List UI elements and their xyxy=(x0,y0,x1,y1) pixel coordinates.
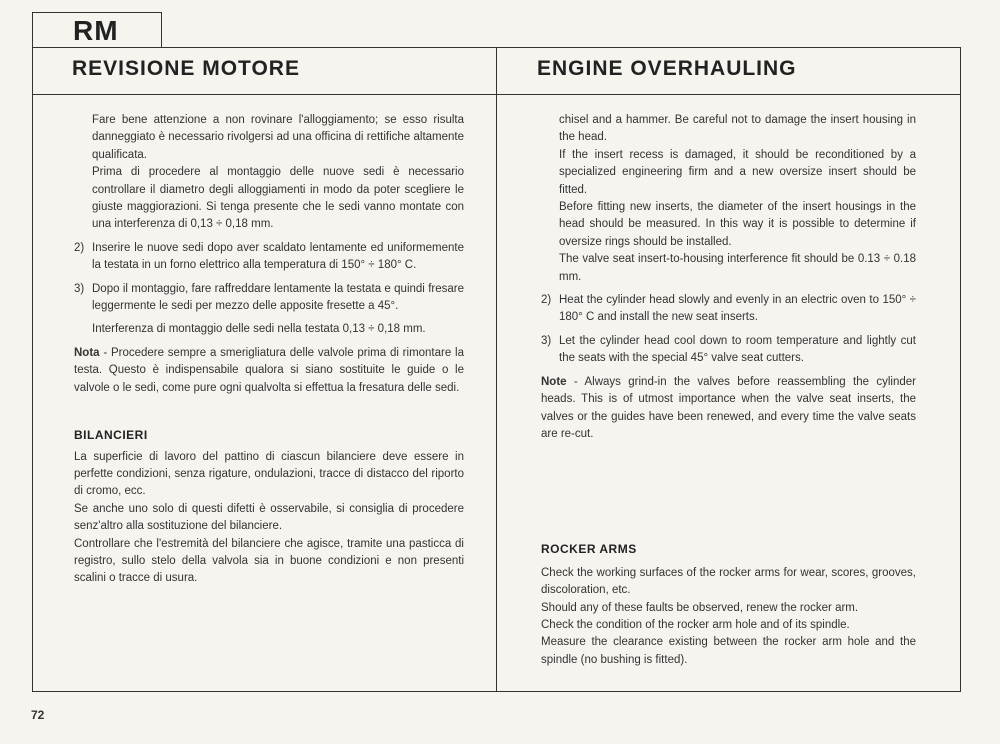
step-number: 3) xyxy=(74,282,85,295)
english-column xyxy=(541,112,916,669)
page-title-italian: REVISIONE MOTORE xyxy=(72,57,300,80)
paragraph: Before fitting new inserts, the diameter of the insert housings in the head should be measured. In this way it is possible to determine if oversize rings should be installed. xyxy=(559,201,916,248)
interference-spec: Interferenza di montaggio delle sedi nella testata 0,13 ÷ 0,18 mm. xyxy=(92,323,426,336)
paragraph: Se anche uno solo di questi difetti è osservabile, si consiglia di procedere senz'altro alla sostituzione del bilanciere. xyxy=(74,502,464,533)
step-item xyxy=(74,240,464,275)
italian-column xyxy=(74,112,464,588)
paragraph: The valve seat insert-to-housing interference fit should be 0.13 ÷ 0.18 mm. xyxy=(559,253,916,283)
paragraph: Should any of these faults be observed, renew the rocker arm. xyxy=(541,601,859,614)
paragraph: If the insert recess is damaged, it should be reconditioned by a specialized engineering firm and a new oversize insert should be fitted. xyxy=(559,148,916,196)
step-text: Let the cylinder head cool down to room temperature and lightly cut the seats with the special 45° valve seat cutters. xyxy=(559,334,916,365)
paragraph: La superficie di lavoro del pattino di ciascun bilanciere deve essere in perfette condizioni, senza rigature, ondulazioni, tracce di distacco del riporto di cromo, ecc. xyxy=(74,450,464,498)
note-paragraph xyxy=(541,374,916,444)
step-item xyxy=(541,292,916,327)
paragraph: chisel and a hammer. Be careful not to damage the insert housing in the head. xyxy=(559,114,916,144)
step-number: 2) xyxy=(74,241,85,254)
paragraph: Measure the clearance existing between the rocker arm hole and the spindle (no bushing is fitted). xyxy=(541,636,916,666)
section-heading: ROCKER ARMS xyxy=(541,542,637,557)
paragraph: Controllare che l'estremità del bilanciere che agisce, tramite una pasticca di registro, sullo stelo della valvola sia in buone condizioni e non presenti scalini o tracce di usura. xyxy=(74,537,464,585)
paragraph: Check the condition of the rocker arm hole and of its spindle. xyxy=(541,618,850,631)
step-number: 3) xyxy=(541,334,552,347)
step-item xyxy=(74,281,464,316)
step-item xyxy=(541,333,916,368)
note-text: - Always grind-in the valves before reassembling the cylinder heads. This is of utmost importance when the valve seat inserts, the valves or the guides have been renewed, and every time the valve seats are re-cut. xyxy=(541,375,916,440)
page-title-english: ENGINE OVERHAULING xyxy=(537,57,797,80)
section-tab xyxy=(32,12,162,48)
step-number: 2) xyxy=(541,294,552,307)
section-tab-label: RM xyxy=(73,15,119,46)
paragraph: Check the working surfaces of the rocker arms for wear, scores, grooves, discoloration, etc. xyxy=(541,566,916,597)
section-heading: BILANCIERI xyxy=(74,428,148,443)
note-text: - Procedere sempre a smerigliatura delle valvole prima di rimontare la testa. Questo è indispensabile qualora si siano sostituite le guide o le valvole o le sedi, come pure ogni qualvolta si effettua la fresatura delle sedi. xyxy=(74,346,464,394)
paragraph: Prima di procedere al montaggio delle nuove sedi è necessario controllare il diametro degli alloggiamenti in modo da poter scegliere le giuste maggiorazioni. Si tenga presente che le sedi vanno montate con una interferenza di 0,13 ÷ 0,18 mm. xyxy=(92,166,464,231)
step-text: Inserire le nuove sedi dopo aver scaldato lentamente ed uniformemente la testata in un forno elettrico alla temperatura di 150° ÷ 180° C. xyxy=(92,241,464,272)
column-divider xyxy=(496,47,497,692)
step-text: Heat the cylinder head slowly and evenly in an electric oven to 150° ÷ 180° C and install the new seat inserts. xyxy=(559,294,916,324)
note-label: Note xyxy=(541,375,567,388)
note-label: Nota xyxy=(74,346,100,359)
step-text: Dopo il montaggio, fare raffreddare lentamente la testata e quindi fresare leggermente le sedi per mezzo delle apposite fresette a 45°. xyxy=(92,282,464,313)
note-paragraph xyxy=(74,345,464,397)
paragraph: Fare bene attenzione a non rovinare l'alloggiamento; se esso risulta danneggiato è necessario rivolgersi ad una officina di rettifiche altamente qualificata. xyxy=(92,114,464,161)
page-number: 72 xyxy=(31,708,45,722)
